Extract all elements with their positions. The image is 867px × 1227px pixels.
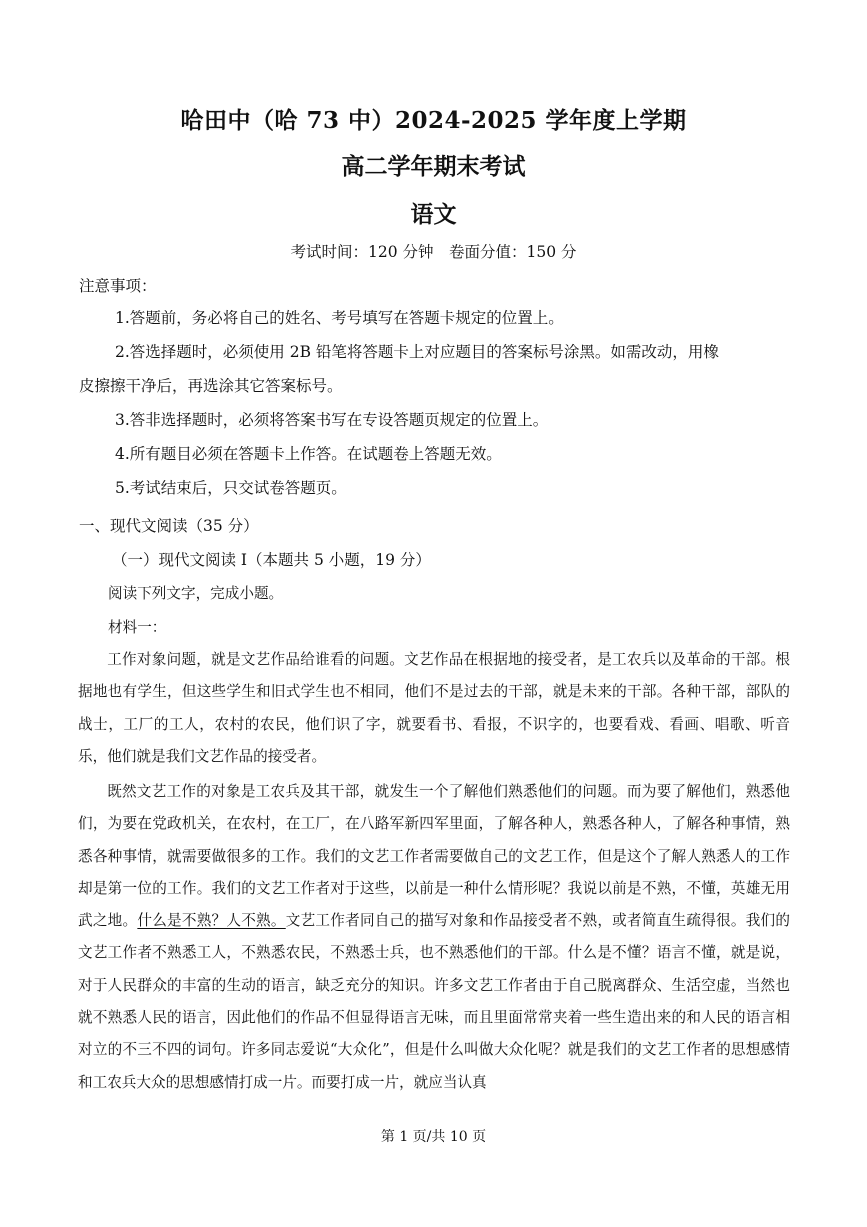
note-item: 1.答题前，务必将自己的姓名、考号填写在答题卡规定的位置上。 <box>115 309 564 327</box>
page-number: 第 1 页/共 10 页 <box>380 1129 487 1145</box>
material-label: 材料一： <box>108 619 167 636</box>
notes-heading: 注意事项： <box>79 277 157 295</box>
section-heading: 一、现代文阅读（35 分） <box>79 517 259 535</box>
underlined-sentence: 什么是不熟？人不熟。 <box>137 912 286 930</box>
note-item: 2.答选择题时，必须使用 2B 铅笔将答题卡上对应题目的答案标号涂黑。如需改动，用橡 <box>115 343 719 361</box>
exam-info: 考试时间：120 分钟 卷面分值：150 分 <box>290 243 577 261</box>
section-subheading: （一）现代文阅读 I（本题共 5 小题，19 分） <box>112 551 431 569</box>
subject-title: 语文 <box>410 201 457 228</box>
exam-title: 哈田中（哈 73 中）2024-2025 学年度上学期 <box>180 107 687 134</box>
reading-instruction: 阅读下列文字，完成小题。 <box>108 585 284 602</box>
exam-subtitle: 高二学年期末考试 <box>341 153 526 180</box>
note-item: 5.考试结束后，只交试卷答题页。 <box>115 479 347 497</box>
passage-paragraph-2 <box>78 776 790 1099</box>
passage-text: 文艺工作者同自己的描写对象和作品接受者不熟，或者简直生疏得很。我们的文艺工作者不熟悉工人，不熟悉农民，不熟悉士兵，也不熟悉他们的干部。什么是不懂？语言不懂，就是说，对于人民群众的丰富的生动的语言，缺乏充分的知识。许多文艺工作者由于自己脱离群众、生活空虚，当然也就不熟悉人民的语言，因此他们的作品不但显得语言无味，而且里面常常夹着一些生造出来的和人民的语言相对立的不三不四的词句。许多同志爱说“大众化”，但是什么叫做大众化呢？就是我们的文艺工作者的思想感情和工农兵大众的思想感情打成一片。而要打成一片，就应当认真 <box>78 912 790 1091</box>
passage-text: 既然文艺工作的对象是工农兵及其干部，就发生一个了解他们熟悉他们的问题。而为要了解他们，熟悉他们，为要在党政机关，在农村，在工厂，在八路军新四军里面，了解各种人，熟悉各种人，了解各种事情，熟悉各种事情，就需要做很多的工作。我们的文艺工作者需要做自己的文艺工作，但是这个了解人熟悉人的工作却是第一位的工作。我们的文艺工作者对于这些，以前是一种什么情形呢？我说以前是不熟，不懂，英雄无用武之地。 <box>78 783 790 930</box>
note-item: 皮擦擦干净后，再选涂其它答案标号。 <box>79 377 343 395</box>
note-item: 3.答非选择题时，必须将答案书写在专设答题页规定的位置上。 <box>115 411 549 429</box>
passage-paragraph-1: 工作对象问题，就是文艺作品给谁看的问题。文艺作品在根据地的接受者，是工农兵以及革命的干部。根据地也有学生，但这些学生和旧式学生也不相同，他们不是过去的干部，就是未来的干部。各种干部，部队的战士，工厂的工人，农村的农民，他们识了字，就要看书、看报，不识字的，也要看戏、看画、唱歌、听音乐，他们就是我们文艺作品的接受者。 <box>78 651 790 765</box>
note-item: 4.所有题目必须在答题卡上作答。在试题卷上答题无效。 <box>115 445 502 463</box>
